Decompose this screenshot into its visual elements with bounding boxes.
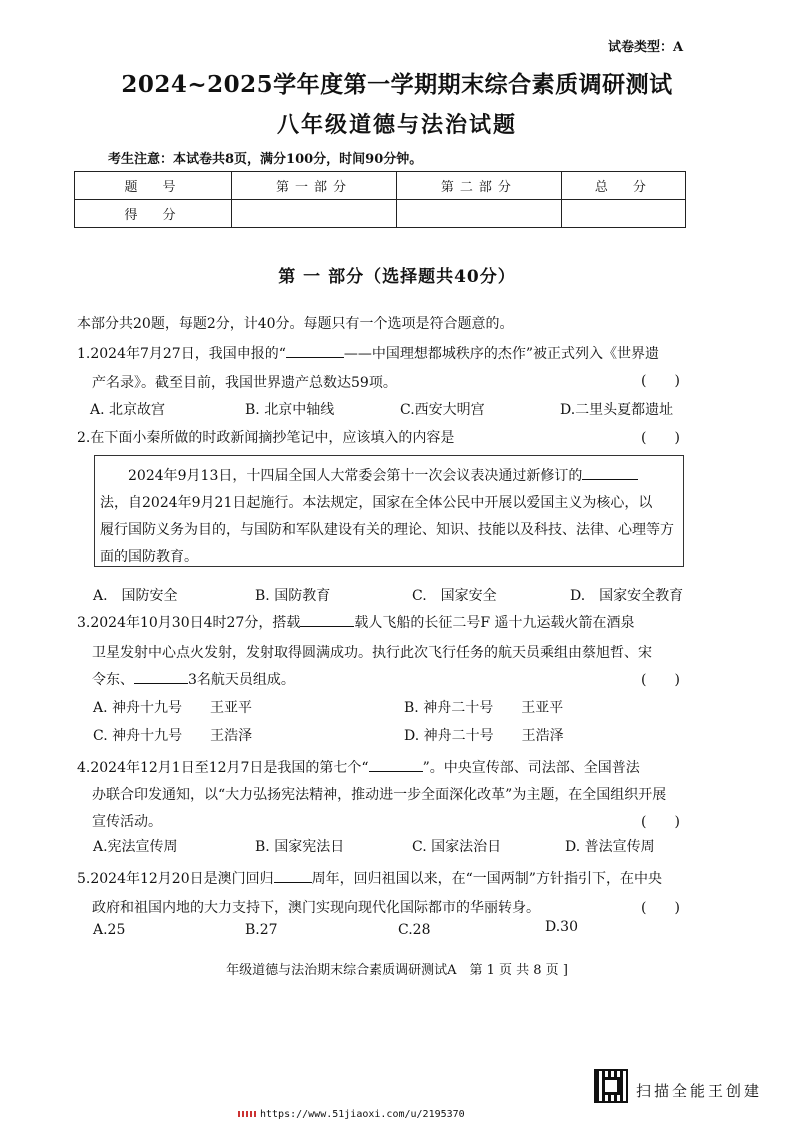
q2-blank: [582, 465, 638, 480]
q3-text-c: 令东、: [92, 672, 134, 688]
q4-line2: 办联合印发通知，以“大力弘扬宪法精神，推动进一步全面深化改革”为主题，在全国组织开展: [92, 787, 667, 803]
exam-subtitle: 八年级道德与法治试题: [276, 112, 517, 138]
score-cell-total[interactable]: [561, 200, 685, 228]
q1-text-b: ——中国理想都城秩序的杰作”被正式列入《世界遗: [343, 346, 660, 362]
q1-line2: 产名录》。截至目前，我国世界遗产总数达59项。: [92, 375, 397, 391]
q1-text-a: 1.2024年7月27日，我国申报的“: [77, 346, 286, 362]
q5-line1: [77, 868, 662, 888]
q2-option-a[interactable]: A. 国防安全: [93, 588, 178, 604]
score-row-label: 得 分: [75, 200, 232, 228]
q3-line3: [92, 669, 295, 689]
q4-answer-paren[interactable]: ( ): [641, 814, 680, 830]
q2-box-line1: [128, 465, 638, 485]
q3-answer-paren[interactable]: ( ): [641, 672, 680, 688]
q3-option-a[interactable]: A. 神舟十九号 王亚平: [93, 700, 253, 716]
q4-line3: 宣传活动。: [92, 814, 162, 830]
q4-option-b[interactable]: B. 国家宪法日: [255, 839, 345, 855]
q1-option-a[interactable]: A. 北京故宫: [90, 402, 166, 418]
scanner-watermark: 扫描全能王创建: [636, 1082, 763, 1100]
section-intro: 本部分共20题，每题2分，计40分。每题只有一个选项是符合题意的。: [77, 316, 514, 332]
q4-line1: [77, 757, 640, 777]
q3-blank1: [300, 612, 354, 627]
q1-option-d[interactable]: D.二里头夏都遗址: [560, 402, 674, 418]
q3-blank2: [134, 669, 188, 684]
score-header-cell: 题 号: [75, 172, 232, 200]
exam-title: 2024~2025学年度第一学期期末综合素质调研测试: [121, 71, 673, 98]
q3-line2: 卫星发射中心点火发射，发射取得圆满成功。执行此次飞行任务的航天员乘组由蔡旭哲、宋: [92, 645, 652, 661]
q1-answer-paren[interactable]: ( ): [641, 373, 680, 389]
qr-code-icon: [594, 1069, 628, 1103]
q3-text-a: 3.2024年10月30日4时27分，搭载: [77, 615, 301, 631]
watermark-logo-icon: [238, 1111, 258, 1117]
q1-option-c[interactable]: C.西安大明宫: [400, 402, 485, 418]
q5-blank: [274, 868, 312, 883]
q4-option-d[interactable]: D. 普法宣传周: [565, 839, 655, 855]
q4-blank: [369, 757, 423, 772]
page-footer: 年级道德与法治期末综合素质调研测试A 第 1 页 共 8 页 ]: [226, 963, 568, 978]
q2-answer-paren[interactable]: ( ): [641, 430, 680, 446]
score-table: [74, 171, 686, 228]
q5-text-b: 周年，回归祖国以来，在“一国两制”方针指引下，在中央: [311, 871, 662, 887]
score-header-cell: 第一部分: [232, 172, 397, 200]
score-header-cell: 第二部分: [396, 172, 561, 200]
score-cell-part2[interactable]: [396, 200, 561, 228]
q3-line1: [77, 612, 635, 632]
q2-box-text1: 2024年9月13日，十四届全国人大常委会第十一次会议表决通过新修订的: [128, 468, 583, 484]
q5-text-a: 5.2024年12月20日是澳门回归: [77, 871, 274, 887]
q5-option-d[interactable]: D.30: [545, 919, 578, 935]
score-table-header-row: [75, 172, 686, 200]
q5-line2: 政府和祖国内地的大力支持下，澳门实现向现代化国际都市的华丽转身。: [92, 900, 540, 916]
q5-option-c[interactable]: C.28: [398, 922, 431, 938]
q2-option-d[interactable]: D. 国家安全教育: [570, 588, 684, 604]
q1-blank: [286, 343, 344, 358]
q3-text-d: 3名航天员组成。: [188, 672, 295, 688]
q1-line1: [77, 343, 659, 363]
q2-option-c[interactable]: C. 国家安全: [412, 588, 497, 604]
source-url[interactable]: https://www.51jiaoxi.com/u/2195370: [260, 1109, 465, 1120]
q3-option-c[interactable]: C. 神舟十九号 王浩泽: [93, 728, 253, 744]
q4-text-b: ”。中央宣传部、司法部、全国普法: [422, 760, 640, 776]
q3-option-d[interactable]: D. 神舟二十号 王浩泽: [404, 728, 564, 744]
q2-box-line4: 面的国防教育。: [100, 549, 198, 565]
q5-answer-paren[interactable]: ( ): [641, 900, 680, 916]
q4-option-a[interactable]: A.宪法宣传周: [93, 839, 178, 855]
q2-line1: 2.在下面小秦所做的时政新闻摘抄笔记中，应该填入的内容是: [77, 430, 455, 446]
q2-box-line2: 法，自2024年9月21日起施行。本法规定，国家在全体公民中开展以爱国主义为核心，以: [100, 495, 653, 511]
paper-type-label: 试卷类型：A: [608, 40, 684, 55]
section-title: 第 一 部分（选择题共40分）: [278, 267, 516, 287]
q5-option-b[interactable]: B.27: [245, 922, 278, 938]
q2-option-b[interactable]: B. 国防教育: [255, 588, 331, 604]
q3-text-b: 载人飞船的长征二号F 遥十九运载火箭在酒泉: [354, 615, 635, 631]
score-cell-part1[interactable]: [232, 200, 397, 228]
q4-text-a: 4.2024年12月1日至12月7日是我国的第七个“: [77, 760, 369, 776]
score-header-cell: 总 分: [561, 172, 685, 200]
q1-option-b[interactable]: B. 北京中轴线: [245, 402, 335, 418]
q3-option-b[interactable]: B. 神舟二十号 王亚平: [404, 700, 564, 716]
q5-option-a[interactable]: A.25: [93, 922, 126, 938]
q2-box-line3: 履行国防义务为目的，与国防和军队建设有关的理论、知识、技能以及科技、法律、心理等方: [100, 522, 674, 538]
candidate-notice: 考生注意：本试卷共8页，满分100分，时间90分钟。: [108, 152, 423, 167]
score-table-score-row: [75, 200, 686, 228]
q4-option-c[interactable]: C. 国家法治日: [412, 839, 502, 855]
